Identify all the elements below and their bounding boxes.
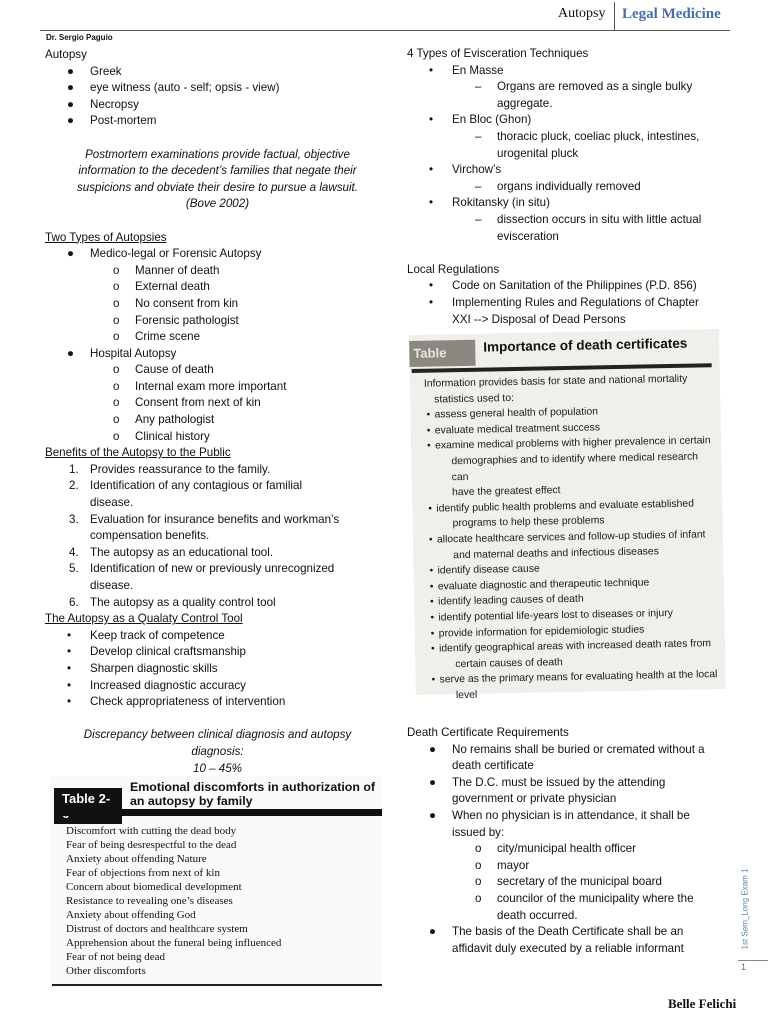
list-item: Resistance to revealing one’s diseases bbox=[66, 895, 233, 907]
table-tab: Table bbox=[409, 340, 475, 367]
list-item: o Consent from next of kin bbox=[113, 396, 261, 410]
list-item: disease. bbox=[90, 496, 134, 510]
list-item: • Develop clinical craftsmanship bbox=[67, 645, 246, 659]
list-item: demographies and to identify where medical research can bbox=[451, 451, 699, 483]
list-item: affidavit duly executed by a reliable informant bbox=[452, 941, 684, 955]
list-item: • allocate healthcare services and follow-up studies of infant bbox=[427, 527, 719, 548]
qc-list bbox=[45, 628, 390, 711]
list-item: urogenital pluck bbox=[497, 146, 579, 160]
list-item: • provide information for epidemiologic studies bbox=[429, 621, 721, 642]
list-item: • Virchow’s bbox=[429, 163, 502, 177]
list-item: o councilor of the municipality where the bbox=[475, 891, 694, 905]
list-item: • Code on Sanitation of the Philippines (P.D. 856) bbox=[429, 279, 697, 293]
dc-requirements-section bbox=[407, 725, 729, 957]
list-item: o city/municipal health officer bbox=[475, 842, 636, 856]
page-number: 1 bbox=[741, 962, 747, 972]
list-item: have the greatest effect bbox=[451, 485, 561, 499]
list-item: Anxiety about offending God bbox=[66, 909, 196, 921]
list-item: programs to help these problems bbox=[452, 515, 605, 530]
list-item: • serve as the primary means for evaluating health at the local bbox=[429, 667, 721, 688]
list-item: o Manner of death bbox=[113, 263, 220, 277]
list-item: • En Bloc (Ghon) bbox=[429, 113, 532, 127]
local-regulations-list bbox=[407, 278, 729, 328]
list-item: o mayor bbox=[475, 858, 530, 872]
list-item: 3. Evaluation for insurance benefits and workman’s bbox=[69, 512, 340, 526]
table-intro: statistics used to: bbox=[434, 392, 515, 406]
list-item: death occurred. bbox=[497, 908, 578, 922]
list-item: Discomfort with cutting the dead body bbox=[66, 825, 237, 837]
list-item: • Increased diagnostic accuracy bbox=[67, 678, 246, 692]
header-subject: Legal Medicine bbox=[622, 6, 721, 22]
list-item: ● The D.C. must be issued by the attending bbox=[429, 775, 666, 789]
list-item: o Forensic pathologist bbox=[113, 313, 239, 327]
table-intro: Information provides basis for state and national mortality bbox=[423, 373, 688, 390]
list-item: o secretary of the municipal board bbox=[475, 875, 662, 889]
list-item: and maternal deaths and infectious diseases bbox=[453, 545, 659, 561]
list-item: 4. The autopsy as an educational tool. bbox=[69, 545, 274, 559]
list-item: – dissection occurs in situ with little actual bbox=[475, 212, 702, 226]
list-item: • identify potential life-years lost to diseases or injury bbox=[428, 605, 720, 626]
list-item: o Crime scene bbox=[113, 330, 201, 344]
left-column bbox=[45, 47, 390, 777]
list-item: • Implementing Rules and Regulations of Chapter bbox=[429, 295, 699, 309]
list-item: o No consent from kin bbox=[113, 296, 239, 310]
list-item: • En Masse bbox=[429, 63, 504, 77]
table-rule bbox=[54, 809, 382, 816]
list-item: ● Post-mortem bbox=[67, 114, 157, 128]
footer-rule bbox=[738, 960, 768, 961]
list-item: • identify public health problems and evaluate established bbox=[426, 496, 718, 517]
list-item: disease. bbox=[90, 579, 134, 592]
list-item: certain causes of death bbox=[455, 656, 563, 670]
death-certificate-table-image bbox=[409, 329, 726, 702]
list-item: • Check appropriateness of intervention bbox=[67, 695, 286, 709]
header-rule bbox=[40, 30, 730, 31]
list-item: • evaluate diagnostic and therapeutic technique bbox=[428, 574, 720, 595]
list-item: 1. Provides reassurance to the family. bbox=[69, 462, 271, 476]
author-name: Dr. Sergio Paguio bbox=[46, 33, 113, 42]
list-item: aggregate. bbox=[497, 96, 553, 110]
list-item: ● Hospital Autopsy bbox=[67, 346, 177, 360]
right-column bbox=[407, 46, 729, 328]
list-item: compensation benefits. bbox=[90, 529, 210, 543]
list-item: XXI --> Disposal of Dead Persons bbox=[452, 312, 626, 326]
list-item: • identify leading causes of death bbox=[428, 589, 720, 610]
list-item: • examine medical problems with higher prevalence in certain bbox=[425, 433, 717, 454]
list-item: Fear of not being dead bbox=[66, 951, 165, 963]
list-item: – Organs are removed as a single bulky bbox=[475, 80, 693, 94]
table-title: Importance of death certificates bbox=[483, 335, 688, 355]
list-item: o External death bbox=[113, 280, 210, 294]
list-item: • evaluate medical treatment success bbox=[425, 418, 717, 439]
list-item: death certificate bbox=[452, 759, 534, 773]
list-item: level bbox=[455, 689, 478, 702]
types-heading: Two Types of Autopsies bbox=[45, 230, 167, 244]
list-item: Fear of objections from next of kin bbox=[66, 867, 220, 879]
list-item: Other discomforts bbox=[66, 965, 146, 977]
list-item: • identify geographical areas with increased death rates from bbox=[429, 636, 721, 657]
list-item: ● No remains shall be buried or cremated without a bbox=[429, 742, 705, 756]
types-list bbox=[45, 246, 390, 445]
list-item: • Sharpen diagnostic skills bbox=[67, 661, 218, 675]
header-topic: Autopsy bbox=[558, 6, 606, 21]
list-item: government or private physician bbox=[452, 792, 617, 806]
list-item: Fear of being desrespectful to the dead bbox=[66, 839, 237, 851]
list-item: Concern about biomedical development bbox=[66, 881, 242, 893]
table-bottom-rule bbox=[52, 984, 382, 986]
list-item: ● Necropsy bbox=[67, 97, 139, 111]
header-divider bbox=[614, 2, 615, 30]
list-item: Apprehension about the funeral being influenced bbox=[66, 937, 282, 949]
list-item: Distrust of doctors and healthcare system bbox=[66, 923, 248, 935]
list-item: • assess general health of population bbox=[424, 402, 716, 423]
list-item: 6. The autopsy as a quality control tool bbox=[69, 595, 276, 609]
list-item: – thoracic pluck, coeliac pluck, intestines, bbox=[475, 129, 700, 143]
dc-requirements-list bbox=[407, 742, 729, 958]
discrepancy-note: Discrepancy between clinical diagnosis and autopsy diagnosis: 10 – 45% bbox=[83, 728, 352, 775]
list-item: ● Greek bbox=[67, 64, 122, 78]
list-item: o Internal exam more important bbox=[113, 379, 287, 393]
table-items bbox=[424, 371, 722, 704]
signature: Belle Felichi bbox=[668, 996, 737, 1011]
list-item: ● eye witness (auto - self; opsis - view) bbox=[67, 81, 280, 95]
qc-heading: The Autopsy as a Qualaty Control Tool bbox=[45, 612, 243, 626]
side-exam-label: 1st Sem_Long Exam 1 bbox=[740, 868, 750, 950]
autopsy-title: Autopsy bbox=[45, 48, 87, 61]
autopsy-bullets bbox=[45, 64, 390, 130]
list-item: issued by: bbox=[452, 825, 505, 839]
list-item: ● Medico-legal or Forensic Autopsy bbox=[67, 247, 262, 261]
list-item: ● The basis of the Death Certificate shall be an bbox=[429, 925, 684, 939]
dc-requirements-heading: Death Certificate Requirements bbox=[407, 726, 569, 739]
local-regulations-heading: Local Regulations bbox=[407, 262, 500, 276]
table-2-6-image bbox=[50, 776, 382, 988]
list-item: ● When no physician is in attendance, it shall be bbox=[429, 808, 690, 822]
list-item: o Clinical history bbox=[113, 429, 210, 443]
list-item: 2. Identification of any contagious or familial bbox=[69, 479, 303, 493]
evisceration-heading: 4 Types of Evisceration Techniques bbox=[407, 47, 589, 60]
list-item: evisceration bbox=[497, 229, 559, 243]
benefits-heading: Benefits of the Autopsy to the Public bbox=[45, 446, 231, 460]
list-item: o Any pathologist bbox=[113, 413, 215, 427]
list-item: 5. Identification of new or previously unrecognized bbox=[69, 562, 335, 576]
list-item: o Cause of death bbox=[113, 363, 214, 377]
table-label: Table 2- bbox=[54, 788, 122, 824]
evisceration-list bbox=[407, 63, 729, 246]
list-item: Anxiety about offending Nature bbox=[66, 853, 207, 865]
list-item: • Keep track of competence bbox=[67, 628, 225, 642]
list-item: • identify disease cause bbox=[427, 558, 719, 579]
table-title: Emotional discomforts in authorization of an autopsy by family bbox=[130, 780, 376, 808]
table-items bbox=[66, 824, 281, 978]
bove-quote: Postmortem examinations provide factual, objective information to the decedent’s families that negate their suspicions and obviate their desire to pursue a lawsuit. (Bove 2002) bbox=[77, 147, 358, 211]
list-item: – organs individually removed bbox=[475, 179, 641, 193]
benefits-list bbox=[45, 462, 390, 611]
list-item: • Rokitansky (in situ) bbox=[429, 196, 550, 210]
